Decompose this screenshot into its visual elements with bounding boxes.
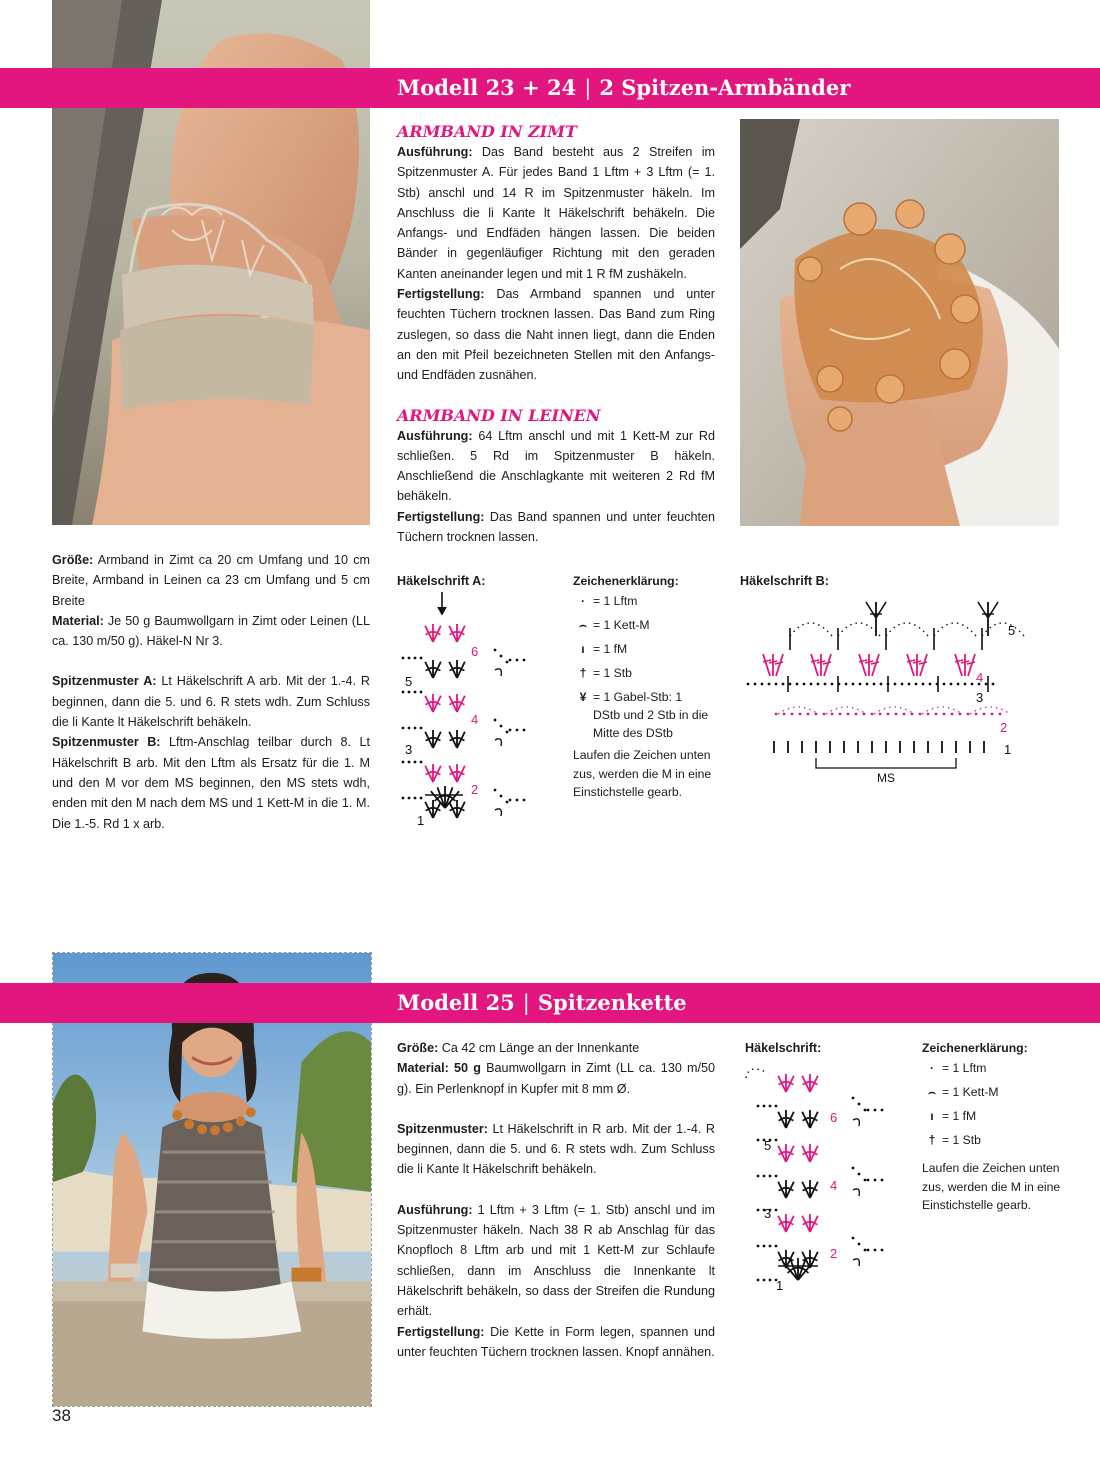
- chain-dot: [903, 713, 906, 716]
- chain-dot: [943, 683, 946, 686]
- chain-dot: [845, 683, 848, 686]
- bottom-legend-text: = 1 Lftm: [942, 1061, 987, 1075]
- stitch-mark: [769, 661, 777, 663]
- chain-dot: [796, 683, 799, 686]
- chain-dot: [769, 1175, 772, 1178]
- chain-dot: [791, 713, 794, 716]
- row-number: 6: [471, 644, 479, 659]
- top-legend-row: [573, 640, 723, 664]
- chain-dot: [901, 683, 904, 686]
- chain-dot: [867, 1249, 870, 1252]
- chain-dot: [874, 1249, 877, 1252]
- chain-dot: [763, 1175, 766, 1178]
- diagram-b-label: Häkelschrift B:: [740, 574, 829, 588]
- top-legend-text: = 1 Gabel-Stb: 1 DStb und 2 Stb in die Mitte des DStb: [593, 690, 709, 740]
- bottom-legend-text: = 1 fM: [942, 1109, 977, 1123]
- repeat-label: MS: [877, 771, 895, 785]
- chain-dot: [847, 713, 850, 716]
- stitch-mark: [968, 654, 975, 676]
- chain-dot: [775, 1139, 778, 1142]
- chain-dot: [985, 683, 988, 686]
- chain-dot: [775, 1175, 778, 1178]
- photo-cinnamon-bracelet: [740, 119, 1059, 526]
- chain-dot: [951, 713, 954, 716]
- chain-dot: [757, 1209, 760, 1212]
- chain-arc: [790, 623, 832, 636]
- chain-dot: [402, 727, 405, 730]
- row-number: 3: [764, 1206, 772, 1221]
- stitch-mark: [967, 662, 975, 664]
- single-crochet-icon: ı: [581, 642, 585, 656]
- chain-dot: [807, 713, 810, 716]
- chain-dot: [815, 713, 818, 716]
- slip-stitch: [495, 809, 501, 816]
- chain-dot: [500, 655, 503, 658]
- diagram-a-label: Häkelschrift A:: [397, 574, 486, 588]
- legend-top: Zeichenerklärung: · = 1 Lftm ⌢ = 1 Kett-M ı = 1 fM † = 1 Stb ¥ = 1 Gabel-Stb: 1 DStb und 2 Stb in die Mitte des DStb Laufen die Zeichen unten zus, werden die M in eine Einstichstelle gearb.: [573, 574, 723, 802]
- chain-dot: [420, 797, 423, 800]
- chain-dot: [799, 713, 802, 716]
- row-number: 5: [764, 1138, 772, 1153]
- chain-dot: [414, 761, 417, 764]
- chain-dot: [769, 1279, 772, 1282]
- chain-dot: [929, 683, 932, 686]
- chain-dot: [859, 683, 862, 686]
- chain-dot: [915, 683, 918, 686]
- chain-dot: [414, 657, 417, 660]
- page-number: 38: [52, 1406, 71, 1425]
- chain-dot: [494, 789, 497, 792]
- chain-dot: [414, 727, 417, 730]
- slip-stitch: [853, 1189, 859, 1196]
- chain-dot: [523, 659, 526, 662]
- bottom-legend-row: [922, 1059, 1072, 1083]
- top-legend-row: [573, 688, 723, 742]
- chain-dot: [402, 797, 405, 800]
- stitch-mark: [919, 662, 927, 664]
- chain-dot: [919, 713, 922, 716]
- slip-stitch: [495, 739, 501, 746]
- chain-dot: [509, 799, 512, 802]
- chain-dot: [983, 713, 986, 716]
- chain-dot: [516, 659, 519, 662]
- chain-dot: [763, 1105, 766, 1108]
- single-crochet-icon: ı: [930, 1109, 934, 1123]
- chain-dot: [757, 1175, 760, 1178]
- chain-dot: [895, 713, 898, 716]
- chain-dot: [874, 1109, 877, 1112]
- chain-dot: [420, 761, 423, 764]
- chain-dot: [414, 797, 417, 800]
- chain-dot: [881, 1109, 884, 1112]
- top-legend-row: [573, 664, 723, 688]
- chain-dot: [408, 797, 411, 800]
- fork-stitch-icon: ¥: [579, 690, 587, 704]
- top-legend-text: = 1 Lftm: [593, 594, 638, 608]
- chain-dot: [414, 691, 417, 694]
- row-number: 2: [830, 1246, 838, 1261]
- chain-dot: [775, 1245, 778, 1248]
- chain-arc: [746, 1069, 766, 1078]
- specs-bracelets: Größe: Armband in Zimt ca 20 cm Umfang und 10 cm Breite, Armband in Leinen ca 23 cm Umfang und 5 cm Breite Material: Je 50 g Baumwollgarn in Zimt oder Leinen (LL ca. 130 m/50 g). Häkel-N Nr 3. Spitzenmuster A: Lt Häkelschrift A arb. Mit der 1.-4. R beginnen, dann die 5. und 6. R stets wdh. Zum Schluss die li Kante lt Häkelschrift behäkeln. Spitzenmuster B: Lftm-Anschlag teilbar durch 8. Lt Häkelschrift B arb. Mit den Lftm als Ersatz für die 1. M und den M vor dem MS beginnen, den MS stets wdh, enden mit den M nach dem MS und 1 Kett-M in die 1. M. Die 1.-5. Rd 1 x arb.: [52, 553, 371, 831]
- stitch-mark: [955, 654, 962, 676]
- legend-bottom: Zeichenerklärung: · = 1 Lftm ⌢ = 1 Kett-M ı = 1 fM † = 1 Stb Laufen die Zeichen unten zus, werden die M in eine Einstichstelle gearb.: [922, 1041, 1072, 1215]
- chain-dot: [858, 1243, 861, 1246]
- top-legend-text: = 1 Kett-M: [593, 618, 650, 632]
- crochet-chart-b: [738, 596, 1038, 791]
- chain-dot: [957, 683, 960, 686]
- fork-stitch-mark: [876, 602, 886, 618]
- chain-dot: [975, 713, 978, 716]
- chain-dot: [852, 683, 855, 686]
- chain-dot: [420, 727, 423, 730]
- chain-dot: [864, 1249, 867, 1252]
- chain-dot: [880, 683, 883, 686]
- chain-dot: [500, 725, 503, 728]
- stitch-mark: [776, 654, 783, 676]
- chain-dot: [887, 713, 890, 716]
- model-23-24-title: Modell 23 + 24 | 2 Spitzen-Armbänder: [397, 75, 851, 100]
- chain-dot: [823, 713, 826, 716]
- row-number: 2: [471, 782, 479, 797]
- chain-dot: [871, 713, 874, 716]
- chain-dot: [775, 683, 778, 686]
- chain-dot: [506, 661, 509, 664]
- chain-dot: [754, 683, 757, 686]
- chain-dot: [971, 683, 974, 686]
- chain-dot: [506, 731, 509, 734]
- chain-dot: [789, 683, 792, 686]
- chain-arc: [886, 623, 928, 636]
- chain-dot: [858, 1173, 861, 1176]
- chain-dot: [516, 729, 519, 732]
- chain-dot: [879, 713, 882, 716]
- chain-dot: [769, 1105, 772, 1108]
- chain-dot: [402, 691, 405, 694]
- chain-dot: [863, 713, 866, 716]
- bottom-legend-row: [922, 1131, 1072, 1155]
- chain-dot: [852, 1237, 855, 1240]
- chain-dot: [852, 1097, 855, 1100]
- chain-dot: [803, 683, 806, 686]
- slip-stitch-icon: ⌢: [927, 1085, 937, 1099]
- chain-dot: [864, 1109, 867, 1112]
- bottom-legend-row: [922, 1083, 1072, 1107]
- chain-dot: [817, 683, 820, 686]
- stitch-mark: [763, 654, 770, 676]
- chain-dot: [420, 691, 423, 694]
- chain-dot: [999, 713, 1002, 716]
- chain-dot: [494, 649, 497, 652]
- stitch-mark: [961, 661, 969, 663]
- chain-dot: [757, 1279, 760, 1282]
- crochet-chart-a: [395, 590, 545, 830]
- top-legend-text: = 1 Stb: [593, 666, 632, 680]
- chain-dot: [775, 713, 778, 716]
- chain-dot: [867, 1179, 870, 1182]
- chain-dot: [757, 1139, 760, 1142]
- chain-dot: [864, 1179, 867, 1182]
- chain-dot: [408, 691, 411, 694]
- stitch-mark: [872, 654, 879, 676]
- chain-dot: [757, 1105, 760, 1108]
- chain-dot: [824, 683, 827, 686]
- chain-dot: [757, 1245, 760, 1248]
- chain-dot: [894, 683, 897, 686]
- chain-dot: [858, 1103, 861, 1106]
- chain-dot: [866, 683, 869, 686]
- stitch-mark: [913, 661, 921, 663]
- heading-zimt: ARMBAND IN ZIMT: [397, 122, 577, 141]
- slip-stitch: [853, 1259, 859, 1266]
- chain-dot: [967, 713, 970, 716]
- row-number: 5: [1008, 623, 1016, 638]
- diagram-label-necklace: Häkelschrift:: [745, 1041, 822, 1055]
- double-crochet-icon: †: [579, 666, 587, 680]
- chain-arc: [838, 623, 880, 636]
- chain-dot: [855, 713, 858, 716]
- chain-dot: [874, 1179, 877, 1182]
- repeat-bracket: [816, 758, 956, 768]
- chain-dot: [768, 683, 771, 686]
- chain-dot: [763, 1245, 766, 1248]
- chain-dot: [509, 729, 512, 732]
- chain-dot: [782, 683, 785, 686]
- chain-dot: [783, 713, 786, 716]
- chain-dot: [831, 683, 834, 686]
- chain-dot: [516, 799, 519, 802]
- stitch-mark: [811, 654, 818, 676]
- row-number: 3: [976, 690, 984, 705]
- bottom-legend-text: = 1 Kett-M: [942, 1085, 999, 1099]
- row-number: 1: [776, 1278, 784, 1293]
- chain-dot: [950, 683, 953, 686]
- chain-dot: [992, 683, 995, 686]
- chain-dot: [402, 761, 405, 764]
- chain-dot: [839, 713, 842, 716]
- slip-stitch: [853, 1119, 859, 1126]
- chain-dot: [810, 683, 813, 686]
- chain-dot: [881, 1179, 884, 1182]
- chain-dot: [408, 761, 411, 764]
- fork-stitch-mark: [866, 602, 876, 618]
- double-crochet-icon: †: [928, 1133, 936, 1147]
- fork-stitch-mark: [978, 602, 988, 618]
- chain-dot: [761, 683, 764, 686]
- chain-dot: [408, 727, 411, 730]
- chain-dot: [769, 1245, 772, 1248]
- stitch-mark: [907, 654, 914, 676]
- slip-stitch: [495, 669, 501, 676]
- chain-dot: [867, 1109, 870, 1112]
- chain-dot: [908, 683, 911, 686]
- chain-dot: [922, 683, 925, 686]
- chain-dot: [964, 683, 967, 686]
- stitch-mark: [859, 654, 866, 676]
- chain-dot: [500, 795, 503, 798]
- chain-dot: [991, 713, 994, 716]
- fork-stitch-mark: [988, 602, 998, 618]
- row-number: 4: [830, 1178, 838, 1193]
- row-number: 5: [405, 674, 413, 689]
- chain-dot: [911, 713, 914, 716]
- chain-dot: [852, 1167, 855, 1170]
- heading-leinen: ARMBAND IN LEINEN: [397, 405, 601, 425]
- chain-dot: [935, 713, 938, 716]
- row-number: 1: [1004, 742, 1012, 757]
- chain-dot: [494, 719, 497, 722]
- chain-arc: [934, 623, 976, 636]
- chain-dot: [523, 729, 526, 732]
- chain-dot: [747, 683, 750, 686]
- row-number: 2: [1000, 720, 1008, 735]
- chain-dot: [506, 801, 509, 804]
- row-number: 3: [405, 742, 413, 757]
- instructions-bracelets: ARMBAND IN ZIMT Ausführung: Das Band besteht aus 2 Streifen im Spitzenmuster A. Für jedes Band 1 Lftm + 3 Lftm (= 1. Stb) anschl und 14 R im Spitzenmuster häkeln. Im Anschluss die li Kante lt Häkelschrift behäkeln. Die Anfangs- und Endfäden hängen lassen. Die beiden Bänder in gegenläufiger Richtung mit den geraden Kanten aneinander legen und mit 1 R fM zushäkeln. Fertigstellung: Das Armband spannen und unter feuchten Tüchern trocknen lassen. Das Band zum Ring zuslegen, so dass die Naht innen liegt, dann die Enden an den mit Pfeil bezeichneten Stellen mit den Anfangs- und Endfäden zusnähen. ARMBAND IN LEINEN Ausführung: 64 Lftm anschl und mit 1 Kett-M zur Rd schließen. 5 Rd im Spitzenmuster B häkeln. Anschließend die Anschlagkante mit weiteren 2 Rd fM behäkeln. Fertigstellung: Das Band spannen und unter feuchten Tüchern trocknen lassen.: [397, 122, 716, 545]
- chain-dot-icon: ·: [929, 1061, 935, 1075]
- chain-dot: [775, 1209, 778, 1212]
- top-legend-text: = 1 fM: [593, 642, 628, 656]
- stitch-mark: [920, 654, 927, 676]
- chain-dot: [873, 683, 876, 686]
- chain-dot-icon: ·: [580, 594, 586, 608]
- chain-dot: [523, 799, 526, 802]
- row-number: 4: [976, 670, 984, 685]
- chain-dot: [959, 713, 962, 716]
- stitch-mark: [871, 662, 879, 664]
- chain-dot: [402, 657, 405, 660]
- bottom-legend-row: [922, 1107, 1072, 1131]
- bottom-legend-text: = 1 Stb: [942, 1133, 981, 1147]
- chain-dot: [927, 713, 930, 716]
- chain-dot: [775, 1105, 778, 1108]
- row-number: 4: [471, 712, 479, 727]
- row-number: 1: [417, 813, 425, 828]
- row-number: 6: [830, 1110, 838, 1125]
- instructions-necklace: Größe: Ca 42 cm Länge an der Innenkante Material: 50 g Baumwollgarn in Zimt (LL ca. 130 m/50 g). Ein Perlenknopf in Kupfer mit 8 mm Ø. Spitzenmuster: Lt Häkelschrift in R arb. Mit der 1.-4. R beginnen, dann die 5. und 6. R stets wdh. Zum Schluss die li Kante lt Häkelschrift behäkeln. Ausführung: 1 Lftm + 3 Lftm (= 1. Stb) anschl und im Spitzenmuster häkeln. Nach 38 R ab Anschlag für das Knopfloch 8 Lftm arb und mit 1 Kett-M zur Schlaufe schließen, dann im Anschluss die Innenkante lt Häkelschrift behäkeln, so dass der Streifen die Rundung erhält. Fertigstellung: Die Kette in Form legen, spannen und unter feuchten Tüchern trocknen lassen. Knopf annähen.: [397, 1041, 716, 1359]
- chain-dot: [881, 1249, 884, 1252]
- chain-dot: [831, 713, 834, 716]
- chain-dot: [943, 713, 946, 716]
- model-25-title: Modell 25 | Spitzenkette: [397, 990, 687, 1015]
- slip-stitch-icon: ⌢: [578, 618, 588, 632]
- stitch-mark: [865, 661, 873, 663]
- legend-note-top: Laufen die Zeichen unten zus, werden die M in eine Einstichstelle gearb.: [573, 748, 712, 799]
- crochet-chart-necklace: [738, 1058, 908, 1298]
- legend-note-bottom: Laufen die Zeichen unten zus, werden die M in eine Einstichstelle gearb.: [922, 1161, 1061, 1212]
- stitch-mark: [817, 661, 825, 663]
- chain-dot: [509, 659, 512, 662]
- stitch-mark: [824, 654, 831, 676]
- chain-dot: [408, 657, 411, 660]
- chain-dot: [763, 1279, 766, 1282]
- top-legend-row: [573, 592, 723, 616]
- top-legend-row: [573, 616, 723, 640]
- chain-dot: [420, 657, 423, 660]
- stitch-mark: [775, 662, 783, 664]
- stitch-mark: [823, 662, 831, 664]
